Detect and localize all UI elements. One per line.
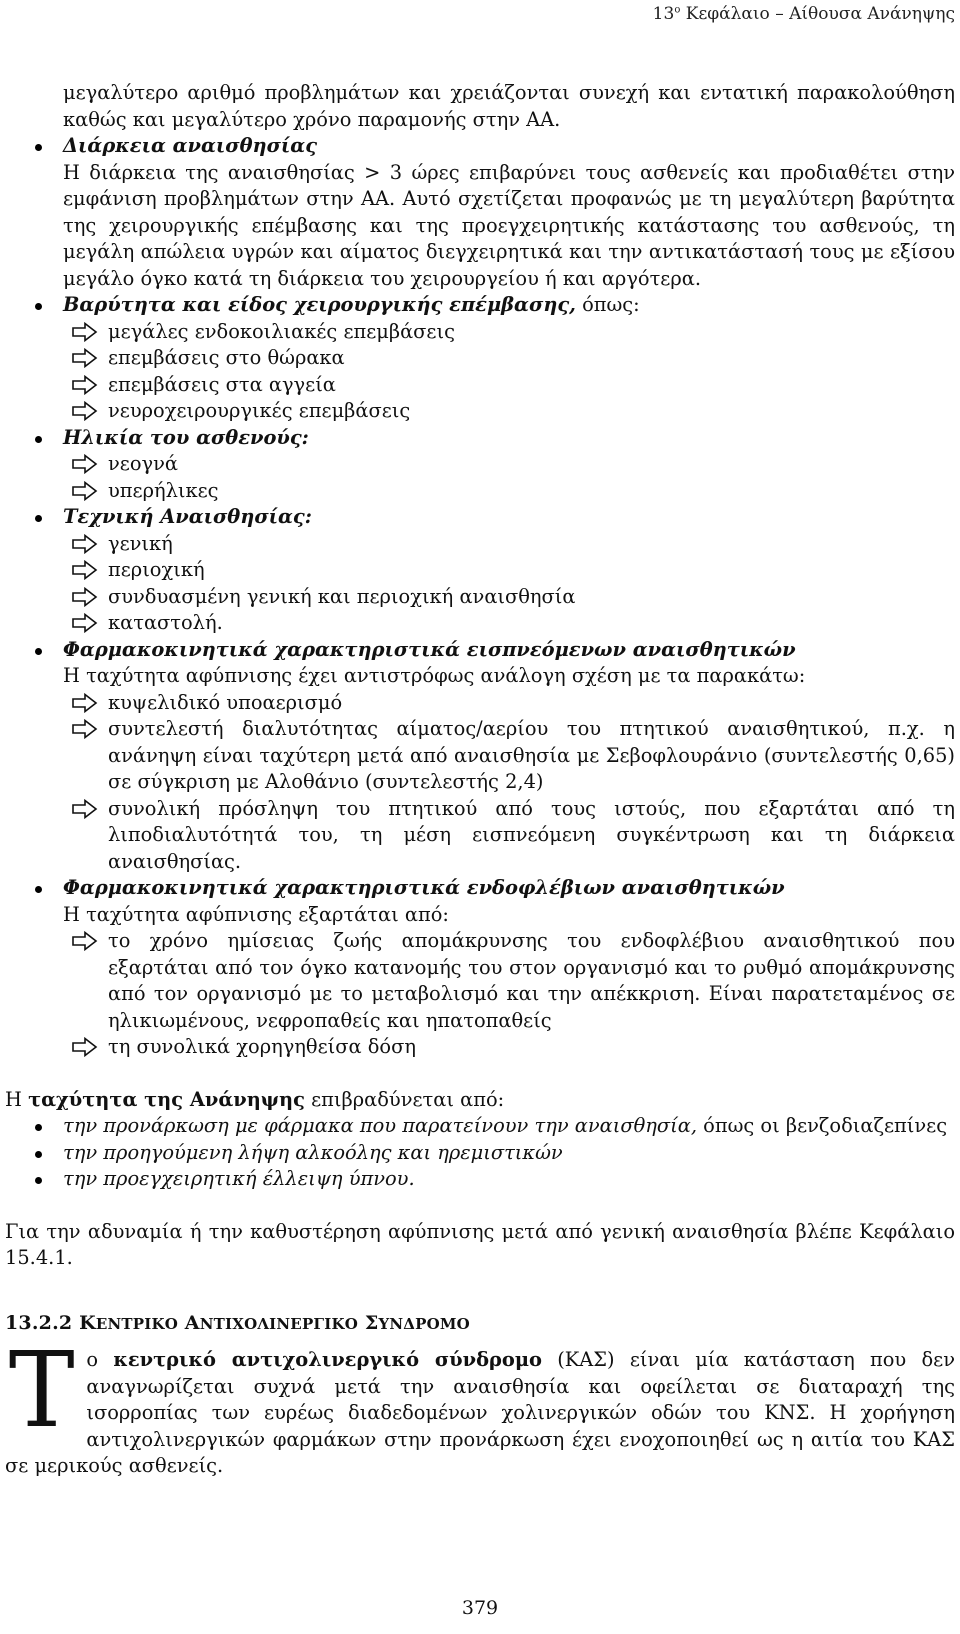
severity-suffix: όπως: bbox=[575, 293, 640, 316]
weakness-note: Για την αδυναμία ή την καθυστέρηση αφύπνισης μετά από γενική αναισθησία βλέπε Κεφάλαιο 15.4.1. bbox=[5, 1219, 955, 1269]
arrow-icon bbox=[71, 481, 99, 501]
page-number: 379 bbox=[461, 1597, 499, 1619]
sub-item-text: τη συνολικά χορηγηθείσα δόση bbox=[108, 1035, 416, 1058]
list-item-age bbox=[5, 425, 955, 452]
sub-item-text: κυψελιδικό υποαερισμό bbox=[108, 690, 343, 714]
sub-item bbox=[5, 319, 955, 346]
recovery-item bbox=[5, 1113, 955, 1140]
list-item-technique bbox=[5, 504, 955, 531]
bullet-icon bbox=[35, 515, 42, 522]
inhaled-intro: Η ταχύτητα αφύπνισης έχει αντιστρόφως ανάλογη σχέση με τα παρακάτω: bbox=[63, 664, 806, 687]
sub-item-text: συντελεστή διαλυτότητας αίματος/αερίου του πτητικού αναισθητικού, π.χ. η ανάνηψη είναι ταχύτερη μετά από αναισθησία με Σεβοφλουράνιο (συντελεστής 0,65) σε σύγκριση με Αλοθάνιο (συντελεστής 2,4) bbox=[108, 717, 955, 793]
bullet-icon bbox=[35, 648, 42, 655]
sub-item bbox=[5, 796, 955, 876]
section-title-word: ΚΕΝΤΡΙΚΟ bbox=[79, 1311, 178, 1334]
recovery-bold: ταχύτητα της Ανάνηψης bbox=[28, 1087, 305, 1111]
intro-continuation: μεγαλύτερο αριθμό προβλημάτων και χρειάζονται συνεχή και εντατική παρακολούθηση καθώς και μεγαλύτερο χρόνο παραμονής στην ΑΑ. bbox=[63, 81, 955, 131]
inhaled-heading: Φαρμακοκινητικά χαρακτηριστικά εισπνεόμενων αναισθητικών bbox=[63, 637, 796, 661]
sub-item-text: καταστολή. bbox=[108, 611, 223, 634]
duration-text: Η διάρκεια της αναισθησίας > 3 ώρες επιβαρύνει τους ασθενείς και προδιαθέτει στην εμφάνιση προβλημάτων στην ΑΑ. Αυτό σχετίζεται προφανώς με τη μεγαλύτερη βαρύτητα της χειρουργικής επέμβασης και της προεγχειρητικής κατάστασης του ασθενούς, τη μεγάλη απώλεια υγρών και αίματος διεγχειρητικά και την αντικατάστασή τους με εξίσου μεγάλο όγκο κατά τη διάρκεια του χειρουργείου ή και αργότερα. bbox=[63, 160, 955, 290]
running-header bbox=[653, 4, 955, 24]
list-item-duration bbox=[5, 133, 955, 292]
recovery-item bbox=[5, 1166, 955, 1193]
recovery-prefix: Η bbox=[5, 1087, 29, 1111]
sub-item bbox=[5, 398, 955, 425]
bullet-icon bbox=[35, 1151, 42, 1158]
cas-rest: (ΚΑΣ) είναι μία κατάσταση που δεν αναγνωρίζεται συχνά μετά την αναισθησία και οφείλεται σε διαταραχή της ισορροπίας των ευρέως διαδεδομένων χολινεργικών οδών του ΚΝΣ. Η χορήγηση αντιχολινεργικών φαρμάκων στην προνάρκωση έχει ενοχοποιηθεί ως η αιτία του ΚΑΣ σε μερικούς ασθενείς. bbox=[5, 1348, 955, 1477]
recovery-intro bbox=[5, 1087, 955, 1114]
sub-item bbox=[5, 584, 955, 611]
sub-item-text: συνδυασμένη γενική και περιοχική αναισθησία bbox=[108, 584, 576, 608]
iv-intro: Η ταχύτητα αφύπνισης εξαρτάται από: bbox=[63, 902, 449, 926]
sub-item bbox=[5, 690, 955, 717]
age-heading: Ηλικία του ασθενούς: bbox=[63, 425, 309, 449]
recovery-item-plain: όπως οι βενζοδιαζεπίνες bbox=[697, 1114, 948, 1137]
arrow-icon bbox=[71, 560, 99, 580]
bullet-icon bbox=[35, 886, 42, 893]
section-heading bbox=[5, 1310, 955, 1338]
sub-item-text: επεμβάσεις στο θώρακα bbox=[108, 346, 345, 369]
cas-bold-term: κεντρικό αντιχολινεργικό σύνδρομο bbox=[113, 1348, 542, 1371]
sub-item bbox=[5, 372, 955, 399]
bullet-icon bbox=[35, 1124, 42, 1131]
arrow-icon bbox=[71, 1037, 99, 1057]
sub-item bbox=[5, 451, 955, 478]
sub-item bbox=[5, 531, 955, 558]
arrow-icon bbox=[71, 454, 99, 474]
sub-item-text: νευροχειρουργικές επεμβάσεις bbox=[108, 399, 411, 422]
technique-heading: Τεχνική Αναισθησίας: bbox=[63, 505, 312, 528]
iv-heading: Φαρμακοκινητικά χαρακτηριστικά ενδοφλέβιων αναισθητικών bbox=[63, 876, 785, 899]
drop-cap: Τ bbox=[8, 1329, 75, 1451]
list-item-iv bbox=[5, 875, 955, 928]
cas-lead: ο bbox=[86, 1348, 114, 1371]
duration-heading: Διάρκεια αναισθησίας bbox=[63, 134, 318, 157]
section-number: 13.2.2 bbox=[5, 1311, 73, 1334]
arrow-icon bbox=[71, 375, 99, 395]
severity-heading: Βαρύτητα και είδος χειρουργικής επέμβασης, bbox=[63, 293, 576, 316]
sub-item bbox=[5, 928, 955, 1034]
section-title-word: ΑΝΤΙΧΟΛΙΝΕΡΓΙΚΟ bbox=[184, 1311, 358, 1334]
bullet-icon bbox=[35, 303, 42, 310]
recovery-item-italic: την προηγούμενη λήψη αλκοόλης και ηρεμιστικών bbox=[63, 1140, 563, 1164]
bullet-icon bbox=[35, 1177, 42, 1184]
sub-item bbox=[5, 610, 955, 637]
list-item-inhaled bbox=[5, 637, 955, 690]
arrow-icon bbox=[71, 348, 99, 368]
arrow-icon bbox=[71, 719, 99, 739]
bullet-icon bbox=[35, 436, 42, 443]
sub-item-text: νεογνά bbox=[108, 452, 178, 475]
sub-item-text: περιοχική bbox=[108, 558, 205, 581]
list-item-severity bbox=[5, 292, 955, 319]
sub-item-text: επεμβάσεις στα αγγεία bbox=[108, 372, 336, 396]
arrow-icon bbox=[71, 931, 99, 951]
arrow-icon bbox=[71, 799, 99, 819]
sub-item bbox=[5, 716, 955, 796]
sub-item bbox=[5, 345, 955, 372]
section-title-word: ΣΥΝΔΡΟΜΟ bbox=[364, 1311, 470, 1334]
recovery-item-italic: την προνάρκωση με φάρμακα που παρατείνουν την αναισθησία, bbox=[63, 1114, 697, 1137]
chapter-title: Κεφάλαιο – Αίθουσα Ανάνηψης bbox=[685, 4, 955, 24]
arrow-icon bbox=[71, 613, 99, 633]
sub-item-text: γενική bbox=[108, 531, 173, 555]
sub-item bbox=[5, 478, 955, 505]
chapter-number: 13 bbox=[652, 4, 675, 24]
sub-item-text: συνολική πρόσληψη του πτητικού από τους ιστούς, που εξαρτάται από τη λιποδιαλυτότητά του, τη μέση εισπνεόμενη συγκέντρωση και τη διάρκεια αναισθησίας. bbox=[108, 796, 955, 873]
arrow-icon bbox=[71, 401, 99, 421]
main-content bbox=[5, 80, 955, 1480]
sub-item-text: το χρόνο ημίσειας ζωής απομάκρυνσης του ενδοφλέβιου αναισθητικού που εξαρτάται από τον όγκο κατανομής του στον οργανισμό και το ρυθμό απομάκρυνσης από τον οργανισμό με το μεταβολισμό και την απέκκριση. Είναι παρατεταμένος σε ηλικιωμένους, νεφροπαθείς και ηπατοπαθείς bbox=[108, 929, 955, 1032]
chapter-superscript: ο bbox=[674, 4, 681, 16]
cas-paragraph bbox=[5, 1329, 955, 1480]
arrow-icon bbox=[71, 322, 99, 342]
recovery-item-italic: την προεγχειρητική έλλειψη ύπνου. bbox=[63, 1167, 415, 1190]
arrow-icon bbox=[71, 534, 99, 554]
arrow-icon bbox=[71, 587, 99, 607]
recovery-suffix: επιβραδύνεται από: bbox=[304, 1087, 505, 1111]
sub-item-text: υπερήλικες bbox=[108, 478, 219, 502]
sub-item bbox=[5, 557, 955, 584]
sub-item-text: μεγάλες ενδοκοιλιακές επεμβάσεις bbox=[108, 319, 455, 343]
bullet-icon bbox=[35, 144, 42, 151]
arrow-icon bbox=[71, 693, 99, 713]
sub-item bbox=[5, 1034, 955, 1061]
recovery-item bbox=[5, 1140, 955, 1167]
